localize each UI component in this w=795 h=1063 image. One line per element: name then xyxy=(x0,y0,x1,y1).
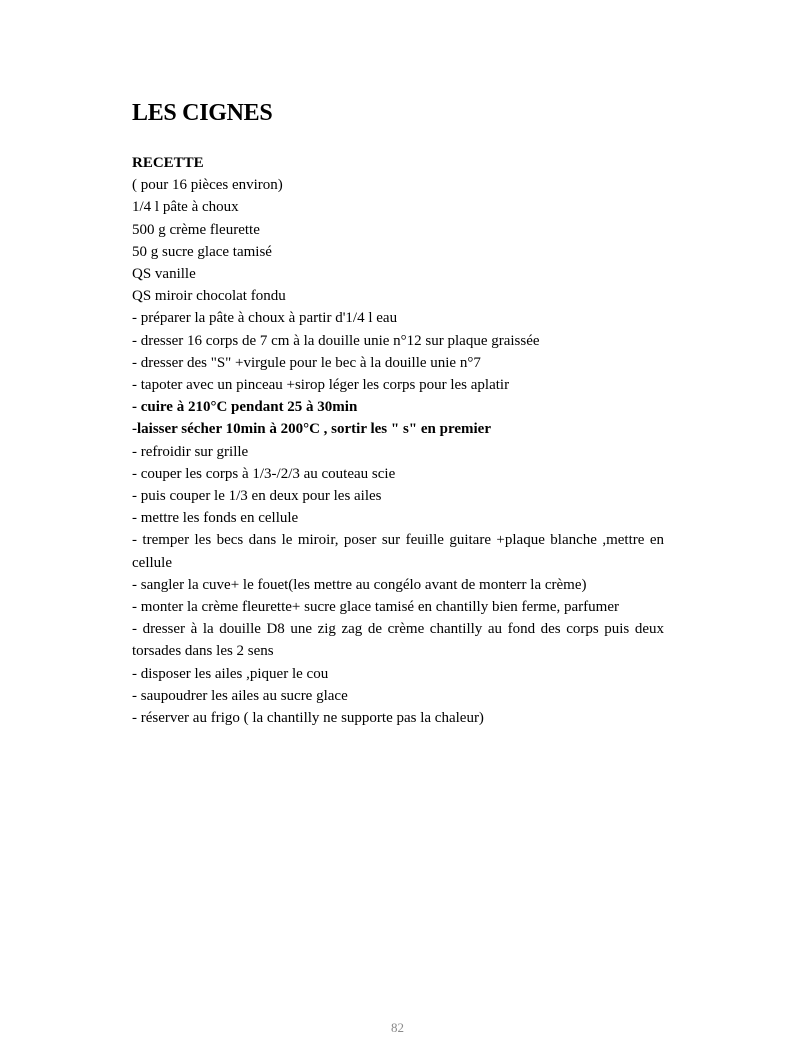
step-line: - préparer la pâte à choux à partir d'1/4 l eau xyxy=(132,310,398,327)
step-paragraph: - monter la crème fleurette+ sucre glace tamisé en chantilly bien ferme, parfumer xyxy=(132,599,619,616)
ingredient-line: 1/4 l pâte à choux xyxy=(132,199,239,216)
step-line: - sangler la cuve+ le fouet(les mettre au congélo avant de monterr la crème) xyxy=(132,576,587,593)
step-line: - refroidir sur grille xyxy=(132,443,249,460)
ingredient-line: QS vanille xyxy=(132,266,196,283)
step-line: - dresser 16 corps de 7 cm à la douille unie n°12 sur plaque graissée xyxy=(132,332,540,349)
step-line: - disposer les ailes ,piquer le cou xyxy=(132,665,329,682)
step-line-bold: - cuire à 210°C pendant 25 à 30min xyxy=(132,399,358,416)
step-paragraph: - dresser à la douille D8 une zig zag de crème chantilly au fond des corps puis deux torsades dans les 2 sens xyxy=(132,621,664,660)
ingredient-line: QS miroir chocolat fondu xyxy=(132,288,286,305)
step-line: - dresser des "S" +virgule pour le bec à la douille unie n°7 xyxy=(132,354,481,371)
step-line: - mettre les fonds en cellule xyxy=(132,510,299,527)
step-paragraph: - tremper les becs dans le miroir, poser sur feuille guitare +plaque blanche ,mettre en cellule xyxy=(132,532,664,571)
step-line: - couper les corps à 1/3-/2/3 au couteau scie xyxy=(132,465,396,482)
yield-line: ( pour 16 pièces environ) xyxy=(132,177,283,194)
recipe-title: LES CIGNES xyxy=(132,100,273,126)
step-line: - réserver au frigo ( la chantilly ne supporte pas la chaleur) xyxy=(132,710,484,727)
ingredient-line: 500 g crème fleurette xyxy=(132,221,260,238)
ingredient-line: 50 g sucre glace tamisé xyxy=(132,243,272,260)
section-heading: RECETTE xyxy=(132,155,204,171)
step-line: - saupoudrer les ailes au sucre glace xyxy=(132,687,348,704)
step-line-bold: -laisser sécher 10min à 200°C , sortir les " s" en premier xyxy=(132,421,491,438)
step-line: - tapoter avec un pinceau +sirop léger les corps pour les aplatir xyxy=(132,377,510,394)
step-line: - puis couper le 1/3 en deux pour les ailes xyxy=(132,488,382,505)
page-number: 82 xyxy=(391,1020,404,1035)
recipe-body xyxy=(132,152,664,729)
